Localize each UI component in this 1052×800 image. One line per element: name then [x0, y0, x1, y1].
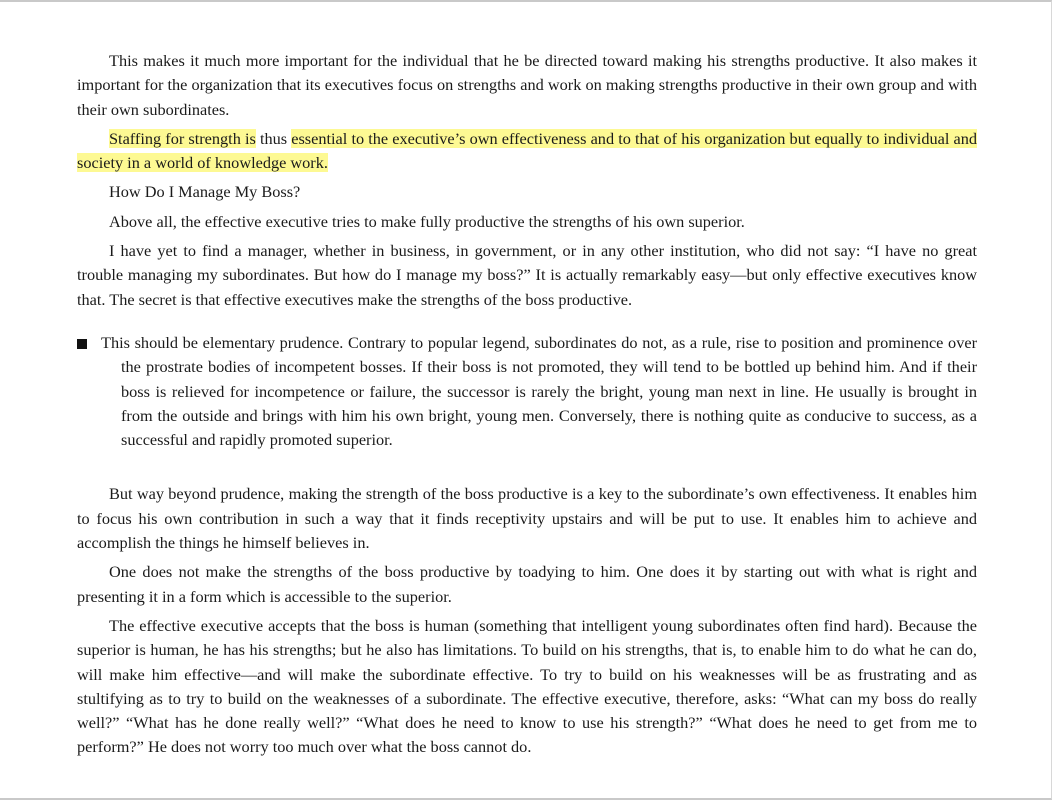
paragraph-above-all: Above all, the effective executive tries to make fully productive the strengths of his own superior.	[109, 211, 745, 231]
plain-text: thus	[255, 128, 292, 148]
bullet-item-prudence	[77, 331, 977, 452]
paragraph-beyond-prudence: But way beyond prudence, making the strength of the boss productive is a key to the subordinate’s own effectiveness. It enables him to focus his own contribution in such a way that it finds receptivity upstairs and will be put to use. It enables him to achieve and accomplish the things he himself believes in.	[77, 484, 977, 553]
paragraph-boss-is-human: The effective executive accepts that the boss is human (something that intelligent young subordinates often find hard). Because the superior is human, he has his strengths; but he also has limitations. To build on his strengths, that is, to enable him to do what he can do, will make him effective—and will make the subordinate effective. To try to build on his weaknesses will be as frustrating and as stultifying as to try to build on the weaknesses of a subordinate. The effective executive, therefore, asks: “What can my boss do really well?” “What has he done really well?” “What does he need to know to use his strength?” “What does he need to get from me to perform?” He does not worry too much over what the boss cannot do.	[77, 615, 977, 757]
section-heading: How Do I Manage My Boss?	[109, 182, 301, 202]
highlighted-text[interactable]: essential to the executive’s own effectiveness and to that of his organization but equally to individual and society in a world of knowledge work.	[77, 128, 977, 173]
bullet-text: This should be elementary prudence. Contrary to popular legend, subordinates do not, as a rule, rise to position and prominence over the prostrate bodies of incompetent bosses. If their boss is not promoted, they will tend to be bottled up behind him. And if their boss is relieved for incompetence or failure, the successor is rarely the bright, young man next in line. He usually is brought in from the outside and brings with him his own bright, young men. Conversely, there is nothing quite as conducive to success, as a successful and rapidly promoted superior.	[101, 332, 977, 450]
document-body	[77, 49, 977, 765]
bullet-square-icon	[77, 339, 87, 349]
paragraph-staffing-for-strength	[77, 127, 977, 176]
paragraph-manage-boss: I have yet to find a manager, whether in business, in government, or in any other institution, who did not say: “I have no great trouble managing my subordinates. But how do I manage my boss?” It is actually remarkably easy—but only effective executives know that. The secret is that effective executives make the strengths of the boss productive.	[77, 241, 977, 309]
paragraph-toadying: One does not make the strengths of the boss productive by toadying to him. One does it by starting out with what is right and presenting it in a form which is accessible to the superior.	[77, 562, 977, 606]
paragraph-strengths-productive: This makes it much more important for the individual that he be directed toward making his strengths productive. It also makes it important for the organization that its executives focus on strengths and work on making strengths productive in their own group and with their own subordinates.	[77, 51, 977, 119]
highlighted-text[interactable]: Staffing for strength is	[109, 128, 256, 148]
